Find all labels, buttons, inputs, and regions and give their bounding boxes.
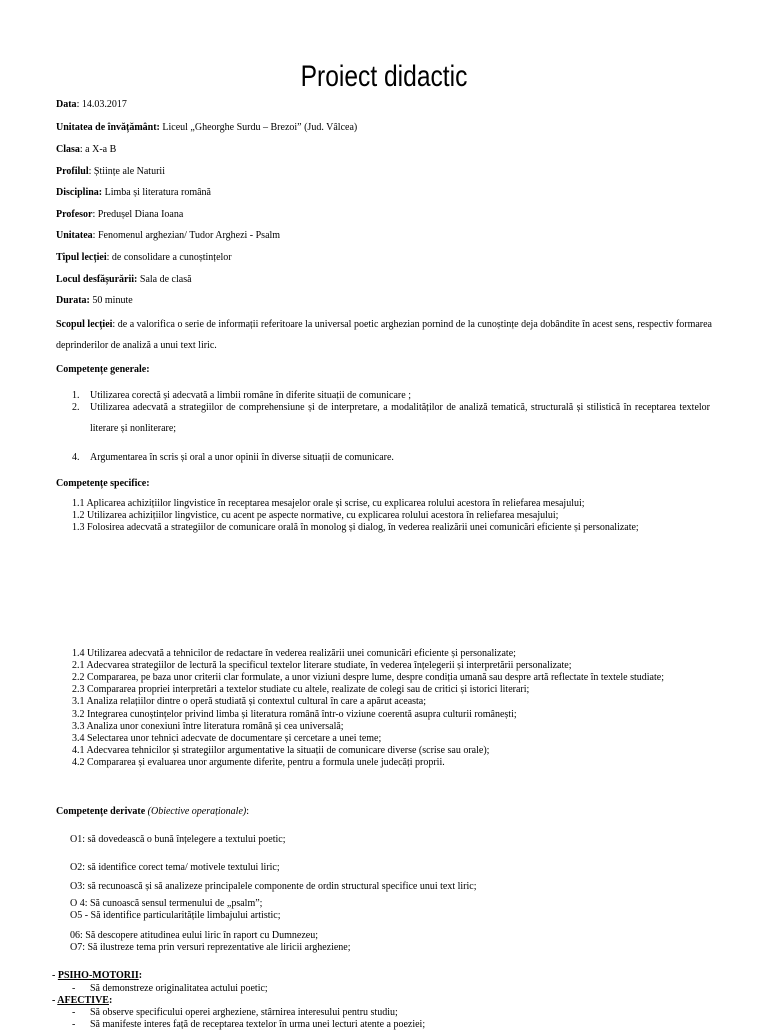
discipline-value: Limba și literatura română <box>102 187 211 198</box>
general-item-number: 2. <box>72 402 80 413</box>
specific-item: 4.1 Adecvarea tehnicilor și strategiilor argumentative la situații de comunicare diverse (scrise sau orale); <box>72 745 490 756</box>
scope-label: Scopul lecției <box>56 319 113 330</box>
school-label: Unitatea de învățământ: <box>56 122 160 133</box>
scope-value: : de a valorifica o serie de informații referitoare la universal poetic arghezian pornind de la cunoștințe deja dobândite în acest sens, respectiv formarea deprinderilor de analiză a unui text liric. <box>56 319 712 351</box>
date-label: Data <box>56 99 77 110</box>
specific-item: 3.1 Analiza relațiilor dintre o operă studiată și contextul cultural în care a apărut aceasta; <box>72 696 427 707</box>
discipline-label: Disciplina: <box>56 187 103 198</box>
location-label: Locul desfășurării: <box>56 274 138 285</box>
specific-item: 2.1 Adecvarea strategiilor de lectură la specificul textelor literare studiate, în vederea înțelegerii și interpretării personalizate; <box>72 660 572 671</box>
specific-item: 1.3 Folosirea adecvată a strategiilor de comunicare orală în monolog și dialog, în vederea realizării unei comunicări eficiente și personalizate; <box>72 522 639 533</box>
specific-item: 2.3 Compararea propriei interpretări a textelor studiate cu altele, realizate de colegi sau de critici și istorici literari; <box>72 684 530 695</box>
specific-item: 1.2 Utilizarea achizițiilor lingvistice, cu acent pe aspecte normative, cu explicarea rolului acestora în reliefarea mesajului; <box>72 510 559 521</box>
school-value: Liceul „Gheorghe Surdu – Brezoi” (Jud. Vâlcea) <box>159 122 358 133</box>
lesson-type-row <box>56 252 232 263</box>
objective-item: O 4: Să cunoască sensul termenului de „psalm”; <box>70 898 263 909</box>
specific-item: 3.2 Integrarea cunoștințelor privind limba și literatura română într-o viziune coerentă asupra culturii românești; <box>72 709 517 720</box>
psiho-heading: - PSIHO-MOTORII: <box>52 970 143 981</box>
lesson-type-label: Tipul lecției <box>56 252 107 263</box>
general-item-number: 1. <box>72 390 80 401</box>
general-heading: Competențe generale: <box>56 364 150 375</box>
page-title: Proiect didactic <box>300 60 468 93</box>
derived-label: Competențe derivate <box>56 806 146 817</box>
school-row <box>56 122 357 133</box>
afective-item-text: Să manifeste interes față de receptarea textelor în urma unei lecturi atente a poeziei; <box>90 1019 426 1030</box>
objective-item: 06: Să descopere atitudinea eului liric în raport cu Dumnezeu; <box>70 930 318 941</box>
unit-row <box>56 230 280 241</box>
specific-item: 3.4 Selectarea unor tehnici adecvate de documentare și cercetare a unei teme; <box>72 733 382 744</box>
derived-heading <box>56 806 249 817</box>
location-value: Sala de clasă <box>137 274 192 285</box>
general-item-text: Argumentarea în scris și oral a unor opinii în diverse situații de comunicare. <box>90 452 394 463</box>
date-row <box>56 99 127 110</box>
profile-row <box>56 166 165 177</box>
unit-label: Unitatea <box>56 230 93 241</box>
psiho-item-text: Să demonstreze originalitatea actului poetic; <box>90 983 268 994</box>
specific-item: 2.2 Compararea, pe baza unor criterii clar formulate, a unor viziuni despre lume, despre condiția umană sau despre artă reflectate în textele studiate; <box>72 672 664 683</box>
derived-sublabel: (Obiective operaționale) <box>145 806 247 817</box>
objective-item: O7: Să ilustreze tema prin versuri reprezentative ale liricii argheziene; <box>70 942 351 953</box>
class-row <box>56 144 116 155</box>
afective-heading: - AFECTIVE: <box>52 995 113 1006</box>
duration-row <box>56 295 133 306</box>
afective-item: - Să manifeste interes față de receptarea textelor în urma unei lecturi atente a poeziei; <box>72 1019 426 1030</box>
discipline-row <box>56 187 211 198</box>
psiho-item: - Să demonstreze originalitatea actului poetic; <box>72 983 268 994</box>
class-value: : a X-a B <box>79 144 117 155</box>
lesson-type-value: : de consolidare a cunoștințelor <box>106 252 232 263</box>
profile-value: : Științe ale Naturii <box>88 166 165 177</box>
class-label: Clasa <box>56 144 80 155</box>
specific-heading: Competențe specifice: <box>56 478 150 489</box>
psiho-label: PSIHO-MOTORII <box>57 970 139 981</box>
afective-item-text: Să observe specificului operei argheziene, stârnirea interesului pentru studiu; <box>90 1007 398 1018</box>
objective-item: O1: să dovedească o bună înțelegere a textului poetic; <box>70 834 286 845</box>
teacher-row <box>56 209 183 220</box>
general-item-text: Utilizarea corectă și adecvată a limbii române în diferite situații de comunicare ; <box>90 390 411 401</box>
location-row <box>56 274 192 285</box>
afective-colon: : <box>108 995 113 1006</box>
objective-item: O2: să identifice corect tema/ motivele textului liric; <box>70 862 280 873</box>
psiho-colon: : <box>138 970 143 981</box>
duration-label: Durata: <box>56 295 90 306</box>
specific-item: 1.1 Aplicarea achizițiilor lingvistice în receptarea mesajelor orale și scrise, cu explicarea rolului acestora în reliefarea mesajului; <box>72 498 585 509</box>
date-value: : 14.03.2017 <box>76 99 127 110</box>
duration-value: 50 minute <box>89 295 133 306</box>
objective-item: O3: să recunoască și să analizeze principalele componente de ordin structural specifice unui text liric; <box>70 881 477 892</box>
profile-label: Profilul <box>56 166 89 177</box>
teacher-value: : Predușel Diana Ioana <box>92 209 184 220</box>
specific-item: 4.2 Compararea și evaluarea unor argumente diferite, pentru a formula unele judecăți proprii. <box>72 757 445 768</box>
general-item-number: 4. <box>72 452 80 463</box>
afective-label: AFECTIVE <box>57 995 109 1006</box>
objective-item: O5 - Să identifice particularitățile limbajului artistic; <box>70 910 281 921</box>
general-item-text: Utilizarea adecvată a strategiilor de comprehensiune și de interpretare, a modalităților de analiză tematică, structurală și stilistică în receptarea textelor literare și nonliterare; <box>90 402 710 434</box>
afective-item: - Să observe specificului operei argheziene, stârnirea interesului pentru studiu; <box>72 1007 398 1018</box>
unit-value: : Fenomenul arghezian/ Tudor Arghezi - Psalm <box>92 230 281 241</box>
specific-item: 1.4 Utilizarea adecvată a tehnicilor de redactare în vederea realizării unei comunicări eficiente și personalizate; <box>72 648 516 659</box>
specific-item: 3.3 Analiza unor conexiuni între literatura română și cea universală; <box>72 721 344 732</box>
scope-paragraph <box>56 314 712 356</box>
derived-colon: : <box>246 806 249 817</box>
teacher-label: Profesor <box>56 209 93 220</box>
